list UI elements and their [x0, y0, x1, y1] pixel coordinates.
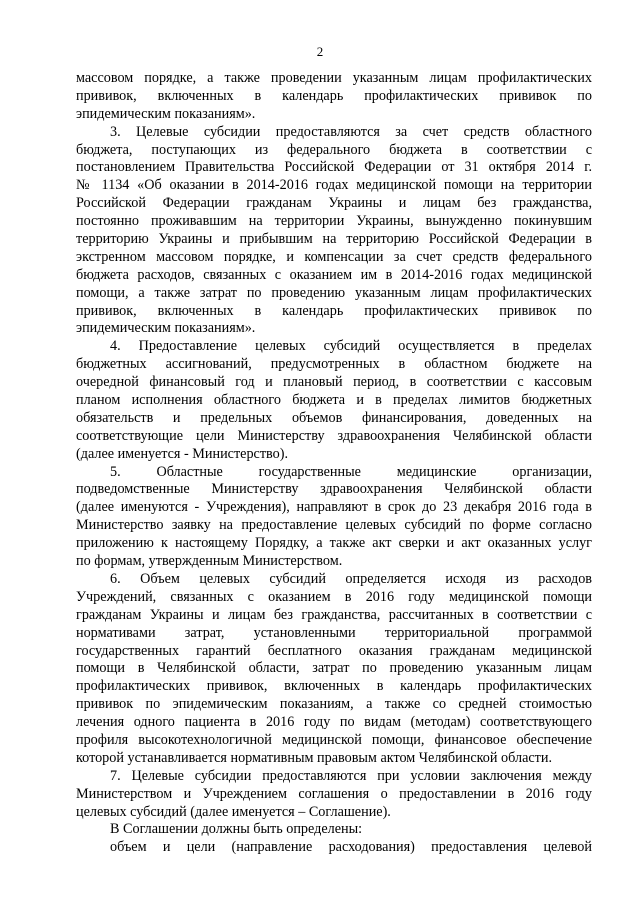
paragraph-item-4 — [76, 338, 592, 463]
paragraph-item-7 — [76, 768, 592, 822]
text-line: Учреждений, связанных с оказанием в 2016 году медицинской помощи — [76, 588, 592, 605]
text-line: 4. Предоставление целевых субсидий осуществляется в пределах — [110, 338, 592, 355]
text-line: постоянно проживавшим на территории Украины, вынужденно покинувшим — [76, 213, 592, 230]
text-line: соответствующие цели Министерству здравоохранения Челябинской области — [76, 427, 592, 444]
text-line: обязательств и предельных объемов финансирования, доведенных на — [76, 409, 592, 426]
paragraph-agreement-item — [76, 839, 592, 857]
text-line: территорию Украины и прибывшим на территорию Российской Федерации в — [76, 231, 592, 248]
paragraph-continuation — [76, 70, 592, 124]
text-line: объем и цели (направление расходования) предоставления целевой — [110, 839, 592, 856]
text-line: помощи, а также затрат по проведению указанным лицам профилактических — [76, 284, 592, 301]
paragraph-agreement-intro — [76, 821, 592, 839]
text-line: очередной финансовый год и плановый период, в соответствии с кассовым — [76, 374, 592, 391]
text-line: профилактических прививок, включенных в календарь профилактических — [76, 678, 592, 695]
text-line: (далее именуются - Учреждения), направляют в срок до 23 декабря 2016 года в — [76, 499, 592, 516]
text-line: прививок, включенных в календарь профилактических прививок по — [76, 302, 592, 319]
page-number: 2 — [316, 44, 324, 59]
text-line: прививок по эпидемическим показаниям, а также со средней стоимостью — [76, 696, 592, 713]
text-line: прививок, включенных в календарь профилактических прививок по — [76, 87, 592, 104]
text-line: 5. Областные государственные медицинские организации, — [110, 463, 592, 480]
text-line: гражданам Украины и лицам без гражданства, рассчитанных в соответствии с — [76, 606, 592, 623]
text-line: Министерство заявку на предоставление целевых субсидий по форме согласно — [76, 517, 592, 534]
text-line: подведомственные Министерству здравоохранения Челябинской области — [76, 481, 592, 498]
text-line: лечения одного пациента в 2016 году по видам (методам) соответствующего — [76, 714, 592, 731]
paragraph-item-6 — [76, 571, 592, 768]
paragraph-item-5 — [76, 464, 592, 571]
text-line: помощи в Челябинской области, затрат по проведению указанным лицам — [76, 660, 592, 677]
text-line: которой устанавливается нормативным правовым актом Челябинской области. — [76, 749, 553, 766]
text-line: приложению к настоящему Порядку, а также акт сверки и акт оказанных услуг — [76, 535, 592, 552]
text-line: нормативами затрат, установленными территориальной программой — [76, 624, 592, 641]
text-line: 3. Целевые субсидии предоставляются за счет средств областного — [110, 123, 592, 140]
text-line: бюджета, поступающих из федерального бюджета в соответствии с — [76, 141, 592, 158]
text-line: по формам, утвержденным Министерством. — [76, 553, 343, 570]
text-line: бюджета расходов, связанных с оказанием им в 2014-2016 годах медицинской — [76, 266, 592, 283]
text-line: Министерством и Учреждением соглашения о предоставлении в 2016 году — [76, 785, 592, 802]
text-line: государственных гарантий бесплатного оказания гражданам медицинской — [76, 642, 592, 659]
text-line: массовом порядке, а также проведении указанным лицам профилактических — [76, 70, 592, 86]
text-line: 7. Целевые субсидии предоставляются при условии заключения между — [110, 767, 592, 784]
text-line: Российской Федерации гражданам Украины и лицам без гражданства, — [76, 195, 592, 212]
paragraph-item-3 — [76, 124, 592, 339]
text-line: экстренном массовом порядке, и компенсации за счет средств федерального — [76, 248, 592, 265]
text-line: № 1134 «Об оказании в 2014-2016 годах медицинской помощи на территории — [76, 177, 592, 194]
text-line: эпидемическим показаниям». — [76, 320, 256, 337]
text-line: 6. Объем целевых субсидий определяется исходя из расходов — [110, 570, 592, 587]
text-line: бюджетных ассигнований, предусмотренных в областном бюджете на — [76, 356, 592, 373]
text-line: планом исполнения областного бюджета и в пределах лимитов бюджетных — [76, 392, 592, 409]
text-line: целевых субсидий (далее именуется – Соглашение). — [76, 803, 391, 820]
text-line: постановлением Правительства Российской Федерации от 31 октября 2014 г. — [76, 159, 592, 176]
text-line: эпидемическим показаниям». — [76, 105, 256, 122]
document-body — [76, 70, 592, 857]
text-line: (далее именуется - Министерство). — [76, 445, 289, 462]
text-line: профиля высокотехнологичной медицинской помощи, финансовое обеспечение — [76, 731, 592, 748]
text-line: В Соглашении должны быть определены: — [110, 821, 363, 838]
